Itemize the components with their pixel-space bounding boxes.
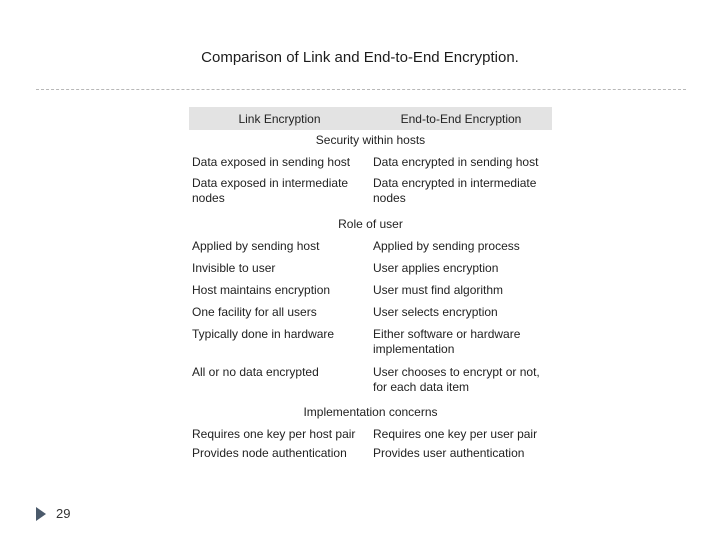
end-to-end-cell: Data encrypted in intermediate nodes bbox=[373, 175, 537, 205]
end-to-end-cell: User chooses to encrypt or not, for each data item bbox=[373, 364, 540, 394]
table-row bbox=[189, 305, 552, 321]
end-to-end-cell: User selects encryption bbox=[373, 304, 498, 319]
table-row bbox=[189, 155, 552, 171]
header-link-encryption: Link Encryption bbox=[238, 111, 321, 126]
table-header-row bbox=[189, 107, 552, 130]
header-end-to-end-encryption: End-to-End Encryption bbox=[400, 111, 522, 126]
table-row bbox=[189, 446, 552, 462]
triangle-bullet-icon bbox=[36, 507, 46, 521]
end-to-end-cell: Data encrypted in sending host bbox=[373, 155, 539, 169]
table-row bbox=[189, 239, 552, 255]
end-to-end-cell: User must find algorithm bbox=[373, 282, 504, 297]
link-cell: Provides node authentication bbox=[192, 446, 347, 460]
section-heading-security: Security within hosts bbox=[315, 133, 426, 147]
link-cell: Typically done in hardware bbox=[192, 326, 335, 341]
end-to-end-cell: Provides user authentication bbox=[373, 446, 525, 460]
table-row bbox=[189, 427, 552, 443]
end-to-end-cell: User applies encryption bbox=[373, 260, 499, 275]
comparison-table bbox=[189, 107, 552, 462]
link-cell: Host maintains encryption bbox=[192, 282, 331, 297]
link-cell: Data exposed in sending host bbox=[192, 155, 351, 169]
link-cell: All or no data encrypted bbox=[192, 364, 319, 379]
link-cell: Data exposed in intermediate nodes bbox=[192, 175, 349, 205]
end-to-end-cell: Requires one key per user pair bbox=[373, 426, 538, 441]
end-to-end-cell: Either software or hardware implementation bbox=[373, 326, 521, 356]
section-heading-implementation: Implementation concerns bbox=[303, 404, 438, 419]
link-cell: Invisible to user bbox=[192, 260, 276, 275]
slide-number: 29 bbox=[56, 506, 71, 521]
end-to-end-cell: Applied by sending process bbox=[373, 238, 520, 253]
slide-title: Comparison of Link and End-to-End Encryption. bbox=[201, 49, 519, 66]
table-row bbox=[189, 283, 552, 299]
table-row bbox=[189, 176, 552, 207]
link-cell: One facility for all users bbox=[192, 304, 317, 319]
link-cell: Requires one key per host pair bbox=[192, 426, 356, 441]
link-cell: Applied by sending host bbox=[192, 238, 320, 253]
title-divider bbox=[36, 89, 686, 90]
table-row bbox=[189, 261, 552, 277]
table-row bbox=[189, 365, 552, 396]
table-row bbox=[189, 327, 552, 358]
section-heading-role-of-user: Role of user bbox=[338, 216, 403, 231]
